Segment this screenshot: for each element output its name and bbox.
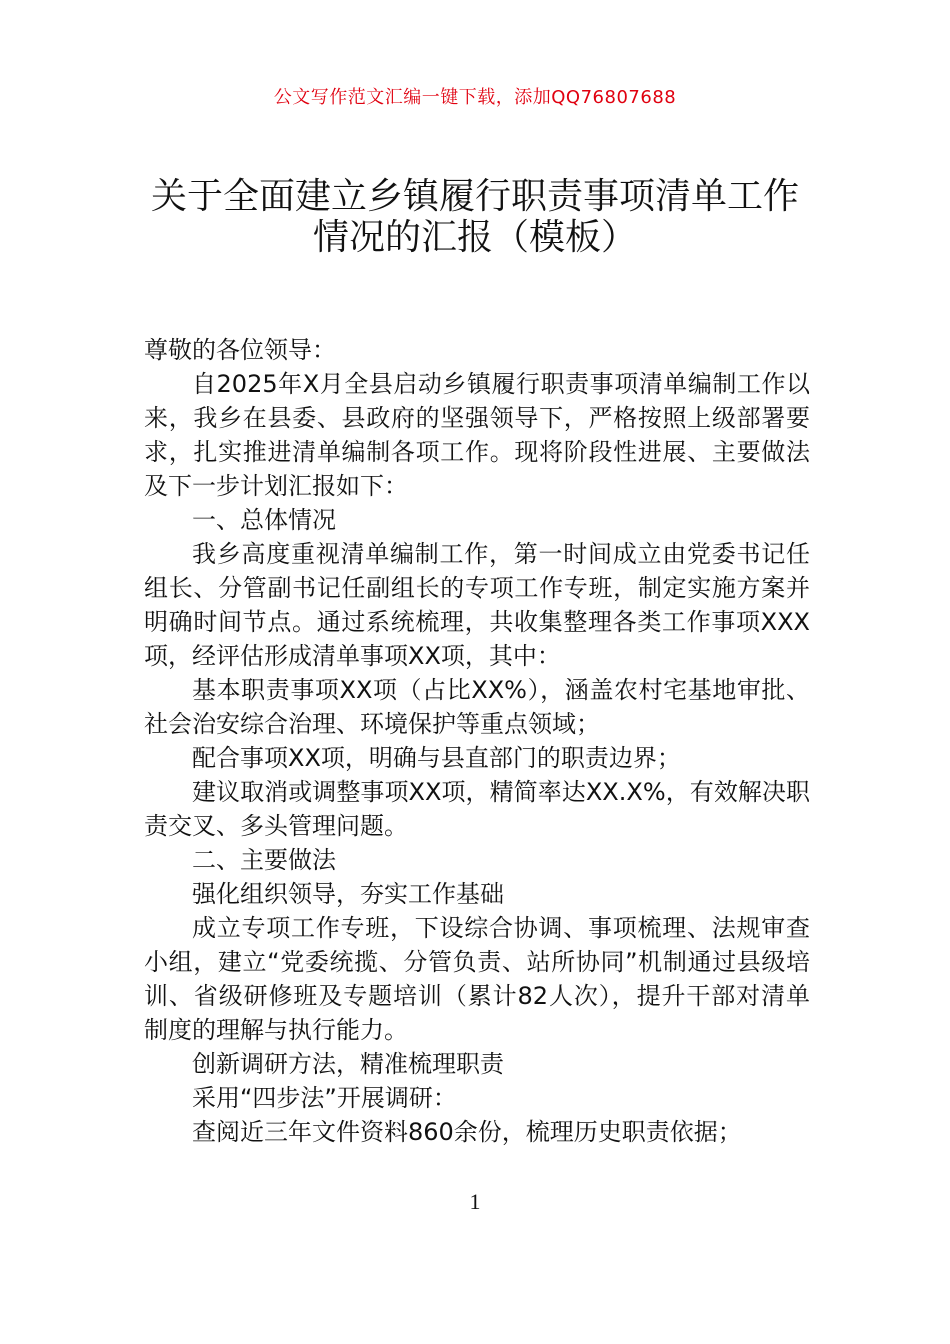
- document-review-item: 查阅近三年文件资料860余份，梳理历史职责依据；: [192, 1118, 742, 1146]
- four-step-method: 采用“四步法”开展调研：: [192, 1084, 457, 1112]
- salutation: 尊敬的各位领导：: [144, 336, 336, 364]
- overview-paragraph: 我乡高度重视清单编制工作，第一时间成立由党委书记任组长、分管副书记任副组长的专项工作专班，制定实施方案并明确时间节点。通过系统梳理，共收集整理各类工作事项XXX项，经评估形成清单事项XX项，其中：: [144, 540, 810, 670]
- leadership-paragraph: 成立专项工作专班，下设综合协调、事项梳理、法规审查小组，建立“党委统揽、分管负责、站所协同”机制通过县级培训、省级研修班及专题培训（累计82人次），提升干部对清单制度的理解与执行能力。: [144, 914, 810, 1044]
- coordination-item: 配合事项XX项，明确与县直部门的职责边界；: [192, 744, 681, 772]
- section-heading-overview: 一、总体情况: [192, 506, 336, 534]
- document-title-line-1: 关于全面建立乡镇履行职责事项清单工作: [150, 176, 799, 217]
- document-body: [144, 333, 810, 1149]
- page-number: 1: [469, 1189, 481, 1214]
- download-notice: 公文写作范文汇编一键下载，添加QQ76807688: [273, 87, 677, 108]
- basic-duties-item: 基本职责事项XX项（占比XX%），涵盖农村宅基地审批、社会治安综合治理、环境保护等重点领域；: [144, 676, 810, 738]
- subheading-leadership: 强化组织领导，夯实工作基础: [192, 880, 504, 908]
- document-title-line-2: 情况的汇报（模板）: [312, 217, 637, 258]
- subheading-research: 创新调研方法，精准梳理职责: [192, 1050, 504, 1078]
- intro-paragraph: 自2025年X月全县启动乡镇履行职责事项清单编制工作以来，我乡在县委、县政府的坚强领导下，严格按照上级部署要求，扎实推进清单编制各项工作。现将阶段性进展、主要做法及下一步计划汇报如下：: [144, 370, 810, 500]
- section-heading-practices: 二、主要做法: [192, 846, 336, 874]
- cancellation-item: 建议取消或调整事项XX项，精简率达XX.X%，有效解决职责交叉、多头管理问题。: [144, 778, 810, 840]
